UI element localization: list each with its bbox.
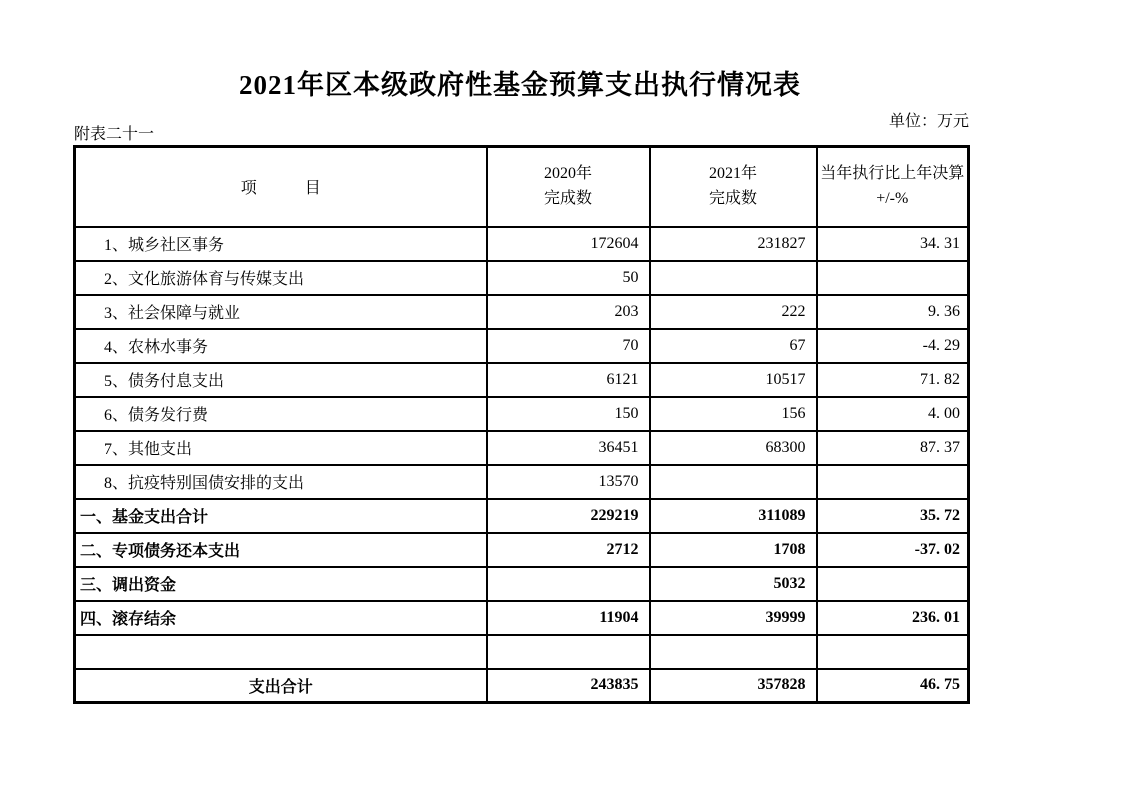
row-2021-value: 10517 xyxy=(650,363,817,397)
table-row-section-total xyxy=(75,533,969,567)
row-2021-value xyxy=(650,261,817,295)
row-2020-value: 50 xyxy=(487,261,650,295)
row-2021-value xyxy=(650,465,817,499)
row-label: 3、社会保障与就业 xyxy=(75,295,487,329)
row-pct-value: 4. 00 xyxy=(817,397,969,431)
row-2020-value: 11904 xyxy=(487,601,650,635)
row-2021-value: 222 xyxy=(650,295,817,329)
row-2021-value: 5032 xyxy=(650,567,817,601)
row-2020-value: 172604 xyxy=(487,227,650,261)
row-pct-value: 236. 01 xyxy=(817,601,969,635)
row-2020-value: 70 xyxy=(487,329,650,363)
row-2020-value: 203 xyxy=(487,295,650,329)
row-label: 6、债务发行费 xyxy=(75,397,487,431)
row-label: 5、债务付息支出 xyxy=(75,363,487,397)
row-label: 8、抗疫特别国债安排的支出 xyxy=(75,465,487,499)
row-pct-value: 71. 82 xyxy=(817,363,969,397)
row-label: 2、文化旅游体育与传媒支出 xyxy=(75,261,487,295)
header-2020 xyxy=(487,147,650,227)
table-body xyxy=(75,227,969,703)
page-title: 2021年区本级政府性基金预算支出执行情况表 xyxy=(239,70,801,100)
row-pct-value: 9. 36 xyxy=(817,295,969,329)
row-2021-value xyxy=(650,635,817,669)
table-row xyxy=(75,397,969,431)
row-2020-value: 2712 xyxy=(487,533,650,567)
row-pct-value xyxy=(817,261,969,295)
table-row xyxy=(75,261,969,295)
row-2020-value: 6121 xyxy=(487,363,650,397)
row-2021-value: 311089 xyxy=(650,499,817,533)
header-row xyxy=(75,147,969,227)
header-2021-line1: 2021年 xyxy=(708,164,757,182)
budget-table xyxy=(73,145,970,704)
table-row-section-total xyxy=(75,499,969,533)
row-pct-value: 35. 72 xyxy=(817,499,969,533)
row-2021-value: 68300 xyxy=(650,431,817,465)
header-pct xyxy=(817,147,969,227)
header-2021-line2: 完成数 xyxy=(708,189,757,207)
row-2021-value: 357828 xyxy=(650,669,817,703)
row-label: 4、农林水事务 xyxy=(75,329,487,363)
header-pct-line1: 当年执行比上年决算 xyxy=(820,164,965,182)
row-pct-value xyxy=(817,567,969,601)
header-2020-line2: 完成数 xyxy=(543,189,592,207)
row-label: 四、滚存结余 xyxy=(75,601,487,635)
row-label: 1、城乡社区事务 xyxy=(75,227,487,261)
table-header xyxy=(75,147,969,227)
row-2020-value: 13570 xyxy=(487,465,650,499)
row-label: 三、调出资金 xyxy=(75,567,487,601)
row-2020-value xyxy=(487,567,650,601)
row-2020-value: 243835 xyxy=(487,669,650,703)
row-pct-value xyxy=(817,635,969,669)
row-label: 一、基金支出合计 xyxy=(75,499,487,533)
header-2021 xyxy=(650,147,817,227)
row-pct-value: 34. 31 xyxy=(817,227,969,261)
table-row xyxy=(75,431,969,465)
row-2020-value: 150 xyxy=(487,397,650,431)
row-2021-value: 67 xyxy=(650,329,817,363)
row-label: 支出合计 xyxy=(75,669,487,703)
row-pct-value: -4. 29 xyxy=(817,329,969,363)
row-pct-value: 46. 75 xyxy=(817,669,969,703)
row-label: 二、专项债务还本支出 xyxy=(75,533,487,567)
table-row-section-total xyxy=(75,601,969,635)
header-2020-line1: 2020年 xyxy=(543,164,592,182)
row-2021-value: 156 xyxy=(650,397,817,431)
row-2020-value xyxy=(487,635,650,669)
row-pct-value: -37. 02 xyxy=(817,533,969,567)
table-row xyxy=(75,329,969,363)
annex-label: 附表二十一 xyxy=(74,126,155,143)
row-2021-value: 39999 xyxy=(650,601,817,635)
table-row xyxy=(75,363,969,397)
row-2020-value: 36451 xyxy=(487,431,650,465)
row-2021-value: 1708 xyxy=(650,533,817,567)
row-pct-value: 87. 37 xyxy=(817,431,969,465)
unit-label: 单位：万元 xyxy=(888,113,969,130)
row-2020-value: 229219 xyxy=(487,499,650,533)
header-item: 项 目 xyxy=(75,147,487,227)
row-pct-value xyxy=(817,465,969,499)
table-row-section-total xyxy=(75,567,969,601)
row-2021-value: 231827 xyxy=(650,227,817,261)
table-row xyxy=(75,295,969,329)
row-label: 7、其他支出 xyxy=(75,431,487,465)
table-row-empty xyxy=(75,635,969,669)
row-label xyxy=(75,635,487,669)
table-row-grand-total xyxy=(75,669,969,703)
header-pct-line2: +/-% xyxy=(876,189,909,207)
table-row xyxy=(75,227,969,261)
table-row xyxy=(75,465,969,499)
